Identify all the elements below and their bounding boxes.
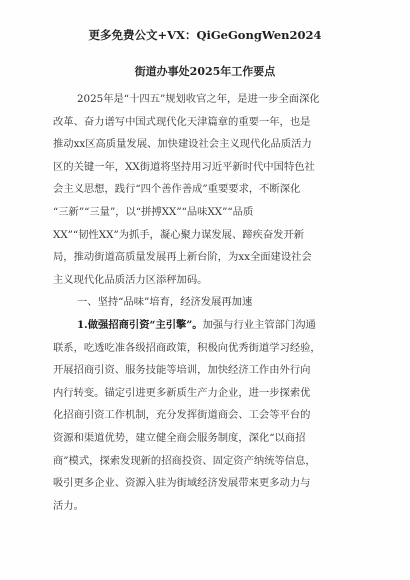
item-first-line-text: 加强与行业主管部门沟通 [202, 318, 316, 331]
paragraph-line: 主义现代化品质活力区添秤加码。 [53, 273, 208, 286]
section-heading: 一、坚持“品味”培育，经济发展再加速 [77, 296, 253, 309]
paragraph-line: 区的关键一年，XX街道将坚持用习近平新时代中国特色社 [53, 160, 315, 173]
paragraph-line: 推动xx区高质量发展、加快建设社会主义现代化品质活力 [53, 138, 312, 151]
paragraph-line: 会主义思想，践行“四个善作善成”重要要求，不断深化 [53, 183, 301, 196]
paragraph-line: 化招商引资工作机制，充分发挥街道商会、工会等平台的 [53, 409, 311, 422]
paragraph-line: 内行转变。锚定引进更多新质生产力企业，进一步探索优 [53, 386, 311, 399]
paragraph-line: 局，推动街道高质量发展再上新台阶，为xx全面建设社会 [53, 251, 312, 264]
intro-paragraph [53, 88, 365, 517]
paragraph-line: 改革、奋力谱写中国式现代化天津篇章的重要一年，也是 [53, 115, 311, 128]
paragraph-line: 吸引更多企业、资源入驻为街域经济发展带来更多动力与 [53, 477, 311, 490]
item-heading: 1.做强招商引资“主引擎”。 [77, 318, 203, 331]
paragraph-line: 商”模式，探索发现新的招商投资、固定资产纳统等信息， [53, 454, 316, 467]
paragraph-line: 开展招商引资、服务技能等培训，加快经济工作由外行向 [53, 364, 311, 377]
item-first-line [53, 314, 365, 337]
paragraph-line: 活力。 [53, 499, 84, 512]
watermark-header: 更多免费公文+VX：QiGeGongWen2024 [88, 28, 322, 42]
paragraph-line: XX”“韧性XX”为抓手，凝心聚力谋发展、蹄疾奋发开新 [53, 228, 305, 241]
paragraph-line: 2025年是“十四五”规划收官之年，是进一步全面深化 [77, 93, 320, 105]
document-title: 街道办事处2025年工作要点 [134, 65, 276, 78]
paragraph-line: “三新”“三量”，以“拼搏XX”“品味XX”“品质 [53, 205, 254, 218]
paragraph-line: 联系，吃透吃准各级招商政策，积极向优秀街道学习经验， [53, 341, 321, 354]
paragraph-line: 资源和渠道优势，建立健全商会服务制度，深化“以商招 [53, 431, 306, 444]
